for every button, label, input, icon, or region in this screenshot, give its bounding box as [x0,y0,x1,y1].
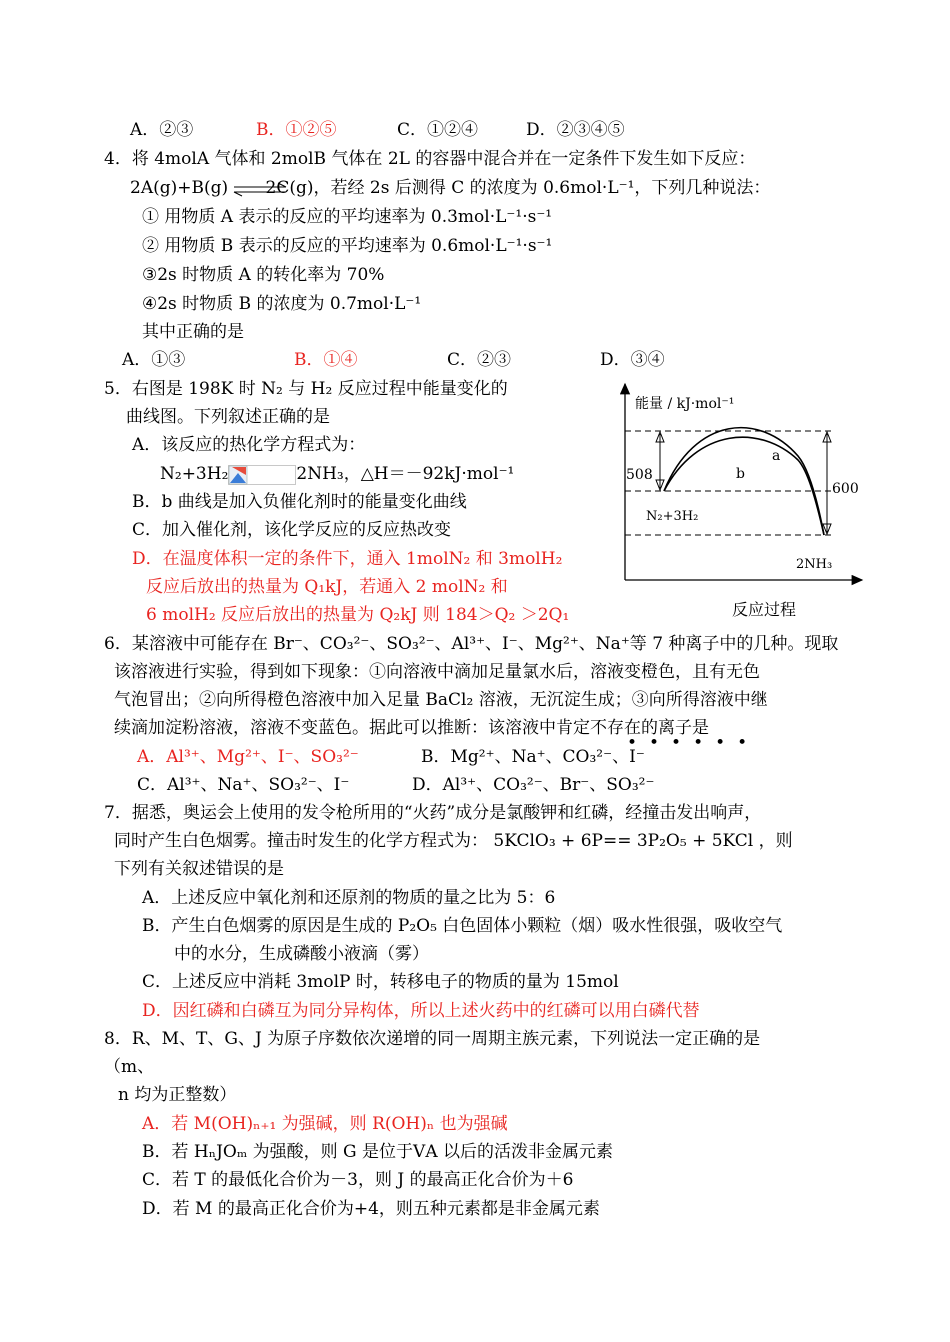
q7-option-d: D．因红磷和白磷互为同分异构体，所以上述火药中的红磷可以用白磷代替 [142,1001,700,1021]
q5-stem-1: 5．右图是 198K 时 N₂ 与 H₂ 反应过程中能量变化的 [104,379,508,399]
q6-line-3: 气泡冒出；②向所得橙色溶液中加入足量 BaCl₂ 溶液，无沉淀生成；③向所得溶液中继 [114,690,768,710]
q3-option-d: D．②③④⑤ [526,120,625,140]
q6-option-c: C．Al³⁺、Na⁺、SO₃²⁻、I⁻ [137,775,350,795]
label-508: 508 [626,467,653,483]
q7-option-a: A．上述反应中氧化剂和还原剂的物质的量之比为 5：6 [142,888,556,908]
broken-image-icon [228,465,296,485]
q6-line-4: 续滴加淀粉溶液，溶液不变蓝色。据此可以推断：该溶液中肯定不存在的离子是 [114,718,709,738]
q8-option-d: D．若 M 的最高正化合价为+4，则五种元素都是非金属元素 [142,1199,600,1219]
q5-option-d-3: 6 molH₂ 反应后放出的热量为 Q₂kJ 则 184＞Q₂ ＞2Q₁ [146,605,570,625]
q4-statement-2: ② 用物质 B 表示的反应的平均速率为 0.6mol·L⁻¹·s⁻¹ [142,236,553,256]
q7-line-1: 7．据悉，奥运会上使用的发令枪所用的“火药”成分是氯酸钾和红磷，经撞击发出响声， [104,803,762,823]
q4-option-a: A．①③ [122,350,186,370]
q5-option-d-2: 反应后放出的热量为 Q₁kJ，若通入 2 molN₂ 和 [146,577,508,597]
q3-option-a: A．②③ [130,120,194,140]
reversible-arrow-icon [234,179,266,199]
q8-line-3: n 均为正整数） [118,1085,237,1105]
q5-stem-2: 曲线图。下列叙述正确的是 [126,407,330,427]
q5-option-d-1: D．在温度体积一定的条件下，通入 1molN₂ 和 3molH₂ [132,549,563,569]
q4-statement-4: ④2s 时物质 B 的浓度为 0.7mol·L⁻¹ [142,294,422,314]
q7-line-3: 下列有关叙述错误的是 [114,859,284,879]
emphasis-dots: •••••• [627,733,760,753]
q3-option-c: C．①②④ [397,120,479,140]
label-600: 600 [832,481,859,497]
q5-option-b: B．b 曲线是加入负催化剂时的能量变化曲线 [132,492,467,512]
q8-option-a: A．若 M(OH)ₙ₊₁ 为强碱，则 R(OH)ₙ 也为强碱 [142,1114,508,1134]
x-axis-label: 反应过程 [732,600,797,619]
label-a: a [772,448,781,464]
q3-options [130,118,625,142]
q5-option-a-equation [160,462,514,486]
q6-option-d: D．Al³⁺、CO₃²⁻、Br⁻、SO₃²⁻ [412,775,655,795]
q5-eq-left: N₂+3H₂ [160,464,229,484]
q4-ask: 其中正确的是 [142,322,244,342]
q6-line-1: 6．某溶液中可能存在 Br⁻、CO₃²⁻、SO₃²⁻、Al³⁺、I⁻、Mg²⁺、Na⁺等 7 种离子中的几种。现取 [104,634,839,654]
q3-option-b: B．①②⑤ [256,120,337,140]
q6-line-2: 该溶液进行实验，得到如下现象：①向溶液中滴加足量氯水后，溶液变橙色，且有无色 [114,662,760,682]
q4-option-d: D．③④ [600,350,665,370]
label-reactants: N₂+3H₂ [646,509,699,524]
q4-stem: 4．将 4molA 气体和 2molB 气体在 2L 的容器中混合并在一定条件下发生如下反应： [104,149,756,169]
q6-option-a: A．Al³⁺、Mg²⁺、I⁻、SO₃²⁻ [137,747,359,767]
q5-eq-right: 2NH₃，△H＝－92kJ·mol⁻¹ [296,464,515,484]
q5-option-c: C．加入催化剂，该化学反应的反应热改变 [132,520,452,540]
q8-line-1: 8．R、M、T、G、J 为原子序数依次递增的同一周期主族元素，下列说法一定正确的是 [104,1029,761,1049]
q6-options-1 [137,745,645,769]
q4-options [122,348,665,372]
q7-line-2: 同时产生白色烟雾。撞击时发生的化学方程式为： 5KClO₃ + 6P== 3P₂O₅ + 5KCl ，则 [114,831,793,851]
q7-option-b-1: B．产生白色烟雾的原因是生成的 P₂O₅ 白色固体小颗粒（烟）吸水性很强，吸收空气 [142,916,783,936]
q4-eq-left: 2A(g)+B(g) [130,178,229,198]
q4-option-b: B．①④ [294,350,358,370]
q7-option-b-2: 中的水分，生成磷酸小液滴（雾） [174,944,429,964]
q8-line-2: （m、 [104,1057,155,1077]
q5-option-a: A．该反应的热化学方程式为： [132,435,366,455]
q4-eq-right: 2C(g) [265,178,314,198]
q8-option-c: C．若 T 的最低化合价为－3，则 J 的最高正化合价为＋6 [142,1170,574,1190]
q4-statement-3: ③2s 时物质 A 的转化率为 70% [142,265,385,285]
label-b: b [736,466,745,482]
q4-option-c: C．②③ [447,350,512,370]
q7-option-c: C．上述反应中消耗 3molP 时，转移电子的物质的量为 15mol [142,972,619,992]
q4-equation [130,176,770,200]
q6-option-b: B．Mg²⁺、Na⁺、CO₃²⁻、I⁻ [421,747,645,767]
q4-statement-1: ① 用物质 A 表示的反应的平均速率为 0.3mol·L⁻¹·s⁻¹ [142,207,553,227]
q8-option-b: B．若 HₙJOₘ 为强酸，则 G 是位于ⅤA 以后的活泼非金属元素 [142,1142,614,1162]
q6-options-2 [137,773,654,797]
energy-diagram [600,378,872,630]
y-axis-label: 能量 / kJ·mol⁻¹ [635,396,735,412]
label-products: 2NH₃ [796,557,833,572]
q4-eq-rest: ，若经 2s 后测得 C 的浓度为 0.6mol·L⁻¹，下列几种说法： [313,178,771,198]
